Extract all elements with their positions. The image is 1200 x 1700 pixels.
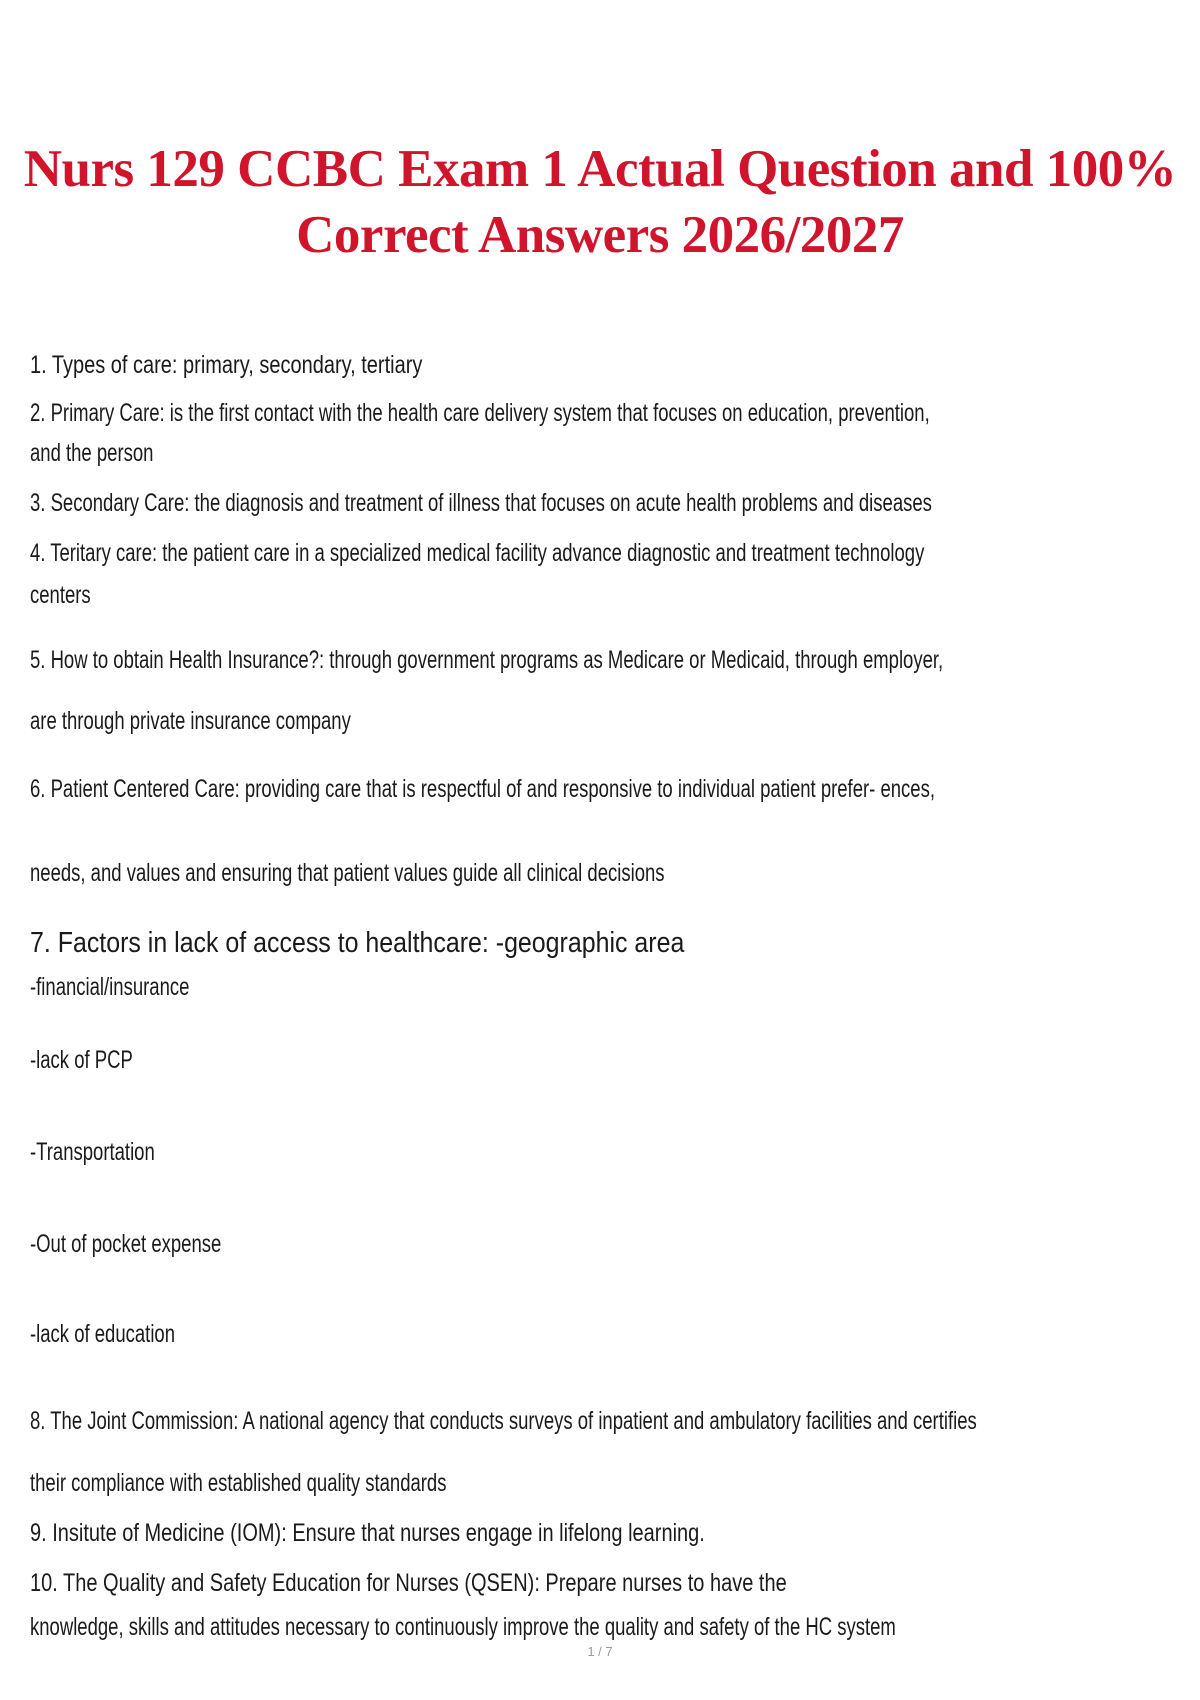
item-10: 10. The Quality and Safety Education for Nurses (QSEN): Prepare nurses to have the <box>30 1569 787 1597</box>
item-4: 4. Teritary care: the patient care in a specialized medical facility advance diagnostic and treatment technology <box>30 539 925 567</box>
item-2: 2. Primary Care: is the first contact with the health care delivery system that focuses on education, prevention, <box>30 399 930 427</box>
item-7-sub-1: -financial/insurance <box>30 973 190 1001</box>
item-4-cont: centers <box>30 581 91 609</box>
item-7-sub-3: -Transportation <box>30 1138 155 1166</box>
page-indicator: 1 / 7 <box>587 1644 613 1659</box>
item-8-cont: their compliance with established quality standards <box>30 1469 447 1497</box>
item-5-cont: are through private insurance company <box>30 707 351 735</box>
item-7-sub-5: -lack of education <box>30 1320 176 1348</box>
title-line-1: Nurs 129 CCBC Exam 1 Actual Question and 100% <box>23 140 1177 198</box>
item-6-cont: needs, and values and ensuring that patient values guide all clinical decisions <box>30 859 665 887</box>
item-1: 1. Types of care: primary, secondary, tertiary <box>30 351 423 379</box>
item-7: 7. Factors in lack of access to healthcare: -geographic area <box>30 927 685 959</box>
item-10-cont: knowledge, skills and attitudes necessary to continuously improve the quality and safety of the HC system <box>30 1613 896 1641</box>
item-9: 9. Insitute of Medicine (IOM): Ensure that nurses engage in lifelong learning. <box>30 1519 705 1547</box>
item-8: 8. The Joint Commission: A national agency that conducts surveys of inpatient and ambulatory facilities and certifies <box>30 1407 977 1435</box>
item-3: 3. Secondary Care: the diagnosis and treatment of illness that focuses on acute health problems and diseases <box>30 489 932 517</box>
item-5: 5. How to obtain Health Insurance?: through government programs as Medicare or Medicaid, through employer, <box>30 646 944 674</box>
item-2-cont: and the person <box>30 439 154 467</box>
item-7-sub-4: -Out of pocket expense <box>30 1230 222 1258</box>
item-7-sub-2: -lack of PCP <box>30 1046 133 1074</box>
item-6: 6. Patient Centered Care: providing care that is respectful of and responsive to individual patient prefer- ences, <box>30 775 935 803</box>
document-title <box>0 136 1200 268</box>
title-line-2: Correct Answers 2026/2027 <box>296 206 904 264</box>
